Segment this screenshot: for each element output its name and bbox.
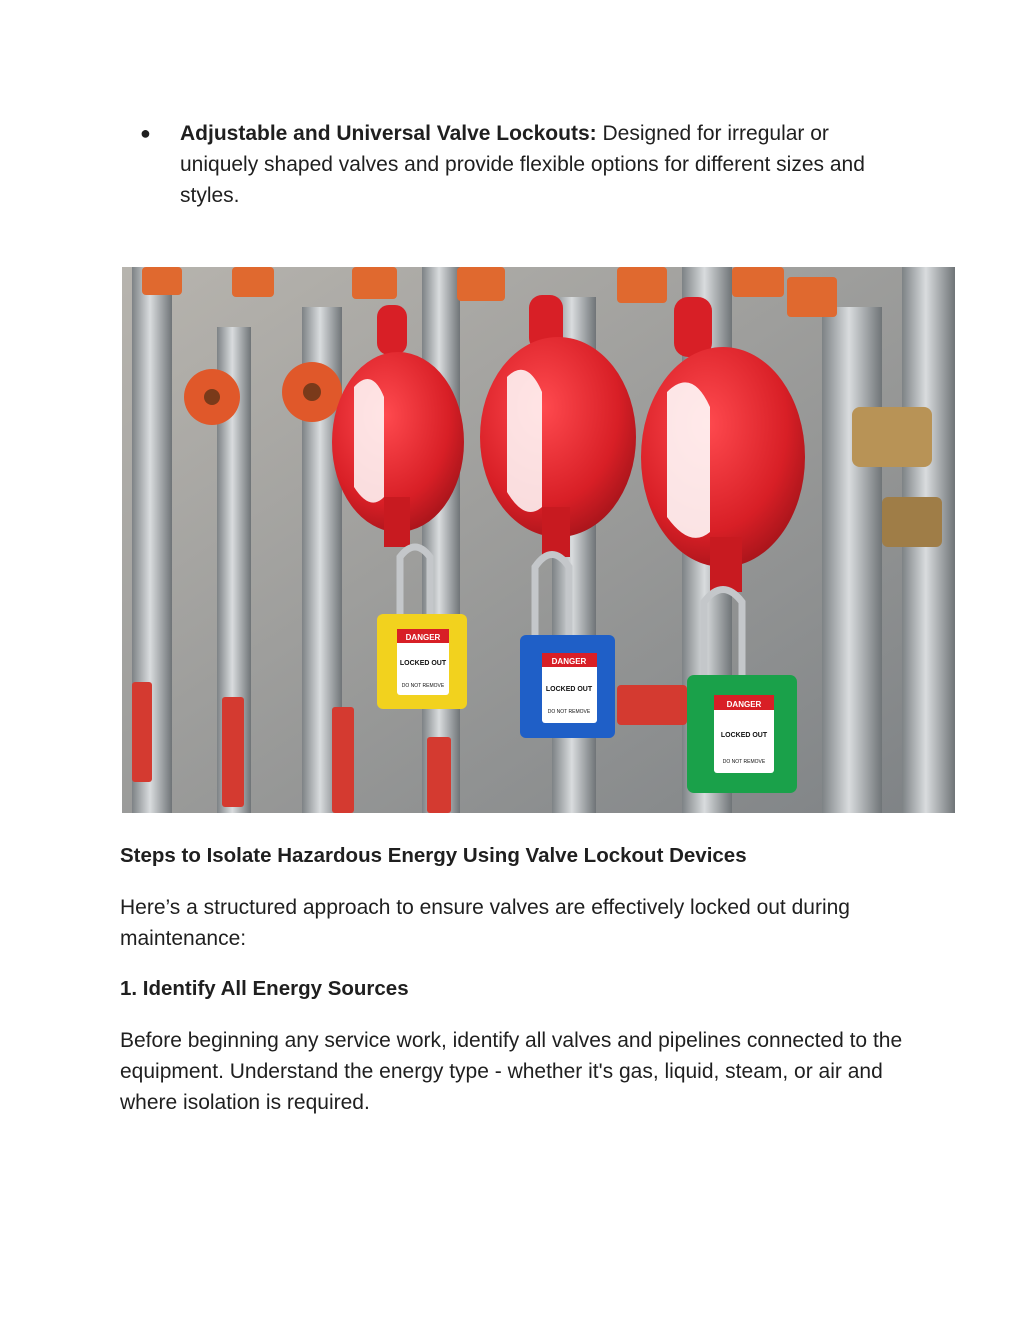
padlock-tag-main: LOCKED OUT [399, 660, 447, 667]
padlock-tag-top: DANGER [405, 633, 441, 642]
padlock-yellow [377, 614, 467, 709]
padlock-tag-top: DANGER [726, 700, 762, 709]
section-heading: Steps to Isolate Hazardous Energy Using Valve Lockout Devices [120, 844, 747, 867]
brass-fitting [882, 497, 942, 547]
valve-lockout-photo [122, 267, 955, 813]
padlock-tag-bottom: DO NOT REMOVE [401, 683, 445, 689]
padlock-blue [520, 635, 615, 738]
bullet-title: Adjustable and Universal Valve Lockouts: [180, 122, 597, 145]
bullet-description: Designed for irregular or uniquely shaped valves and provide flexible options for different sizes and styles. [180, 122, 865, 207]
padlock-tag-main: LOCKED OUT [720, 732, 768, 739]
step1-heading: 1. Identify All Energy Sources [120, 977, 409, 1000]
bullet-text [180, 118, 892, 211]
pipe [822, 307, 882, 813]
padlock-tag-bottom: DO NOT REMOVE [722, 759, 766, 765]
padlock-tag-main: LOCKED OUT [545, 686, 593, 693]
padlock-tag-top: DANGER [551, 657, 587, 666]
pipe [422, 267, 460, 813]
padlock-tag-bottom: DO NOT REMOVE [547, 709, 591, 715]
bullet-marker: ● [140, 123, 151, 143]
intro-paragraph: Here’s a structured approach to ensure valves are effectively locked out during maintenance: [120, 896, 850, 950]
padlock-green [687, 675, 797, 793]
brass-fitting [852, 407, 932, 467]
bullet-item [140, 118, 892, 211]
step1-body: Before beginning any service work, identify all valves and pipelines connected to the equipment. Understand the energy type - whether it's gas, liquid, steam, or air and where isolation is required. [120, 1029, 903, 1114]
